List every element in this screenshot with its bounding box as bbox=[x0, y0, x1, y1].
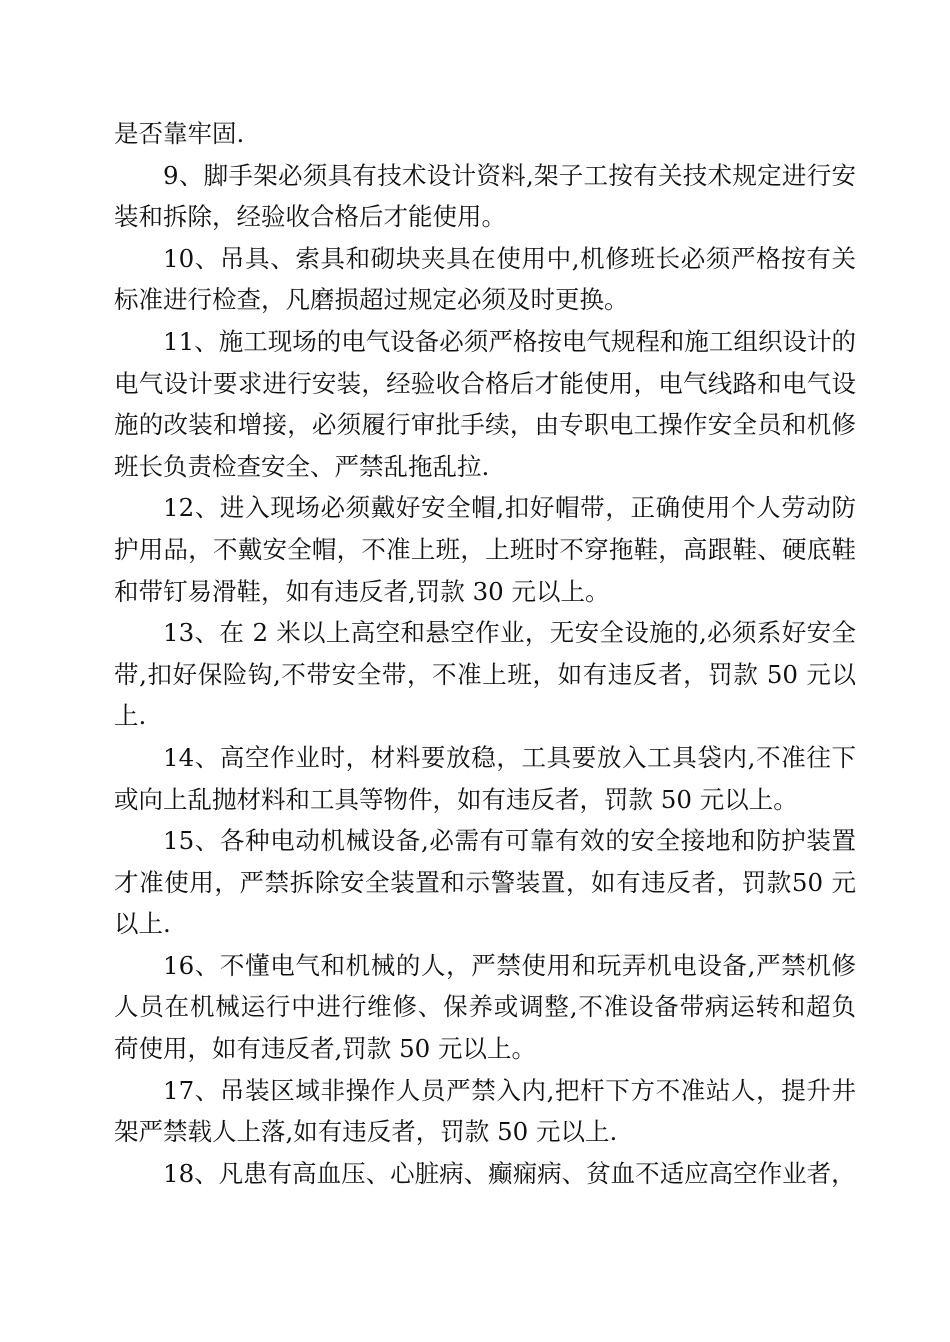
paragraph-item-9: 9、脚手架必须具有技术设计资料,架子工按有关技术规定进行安装和拆除，经验收合格后才能使用。 bbox=[114, 160, 856, 232]
paragraph-item-10: 10、吊具、索具和砌块夹具在使用中,机修班长必须严格按有关标准进行检查，凡磨损超过规定必须及时更换。 bbox=[114, 243, 856, 315]
paragraph-item-14: 14、高空作业时，材料要放稳，工具要放入工具袋内,不准往下或向上乱抛材料和工具等物件，如有违反者，罚款 50 元以上。 bbox=[114, 742, 856, 814]
paragraph-item-18: 18、凡患有高血压、心脏病、癫痫病、贫血不适应高空作业者， bbox=[163, 1158, 856, 1188]
document-body bbox=[114, 113, 856, 1194]
paragraph-item-15: 15、各种电动机械设备,必需有可靠有效的安全接地和防护装置才准使用，严禁拆除安全装置和示警装置，如有违反者，罚款50 元以上. bbox=[114, 826, 856, 939]
paragraph-item-16: 16、不懂电气和机械的人，严禁使用和玩弄机电设备,严禁机修人员在机械运行中进行维修、保养或调整,不准设备带病运转和超负荷使用，如有违反者,罚款 50 元以上。 bbox=[114, 950, 856, 1064]
paragraph-item-11: 11、施工现场的电气设备必须严格按电气规程和施工组织设计的电气设计要求进行安装，经验收合格后才能使用，电气线路和电气设施的改装和增接，必须履行审批手续，由专职电工操作安全员和机修班长负责检查安全、严禁乱拖乱拉. bbox=[114, 326, 856, 481]
paragraph-item-17: 17、吊装区域非操作人员严禁入内,把杆下方不准站人，提升井架严禁载人上落,如有违反者，罚款 50 元以上. bbox=[114, 1075, 856, 1147]
paragraph-continuation: 是否靠牢固. bbox=[114, 119, 245, 148]
paragraph-item-12: 12、进入现场必须戴好安全帽,扣好帽带，正确使用个人劳动防护用品，不戴安全帽，不准上班，上班时不穿拖鞋，高跟鞋、硬底鞋和带钉易滑鞋，如有违反者,罚款 30 元以上。 bbox=[114, 493, 856, 606]
paragraph-item-13: 13、在 2 米以上高空和悬空作业，无安全设施的,必须系好安全带,扣好保险钩,不带安全带，不准上班，如有违反者，罚款 50 元以上. bbox=[114, 618, 856, 731]
